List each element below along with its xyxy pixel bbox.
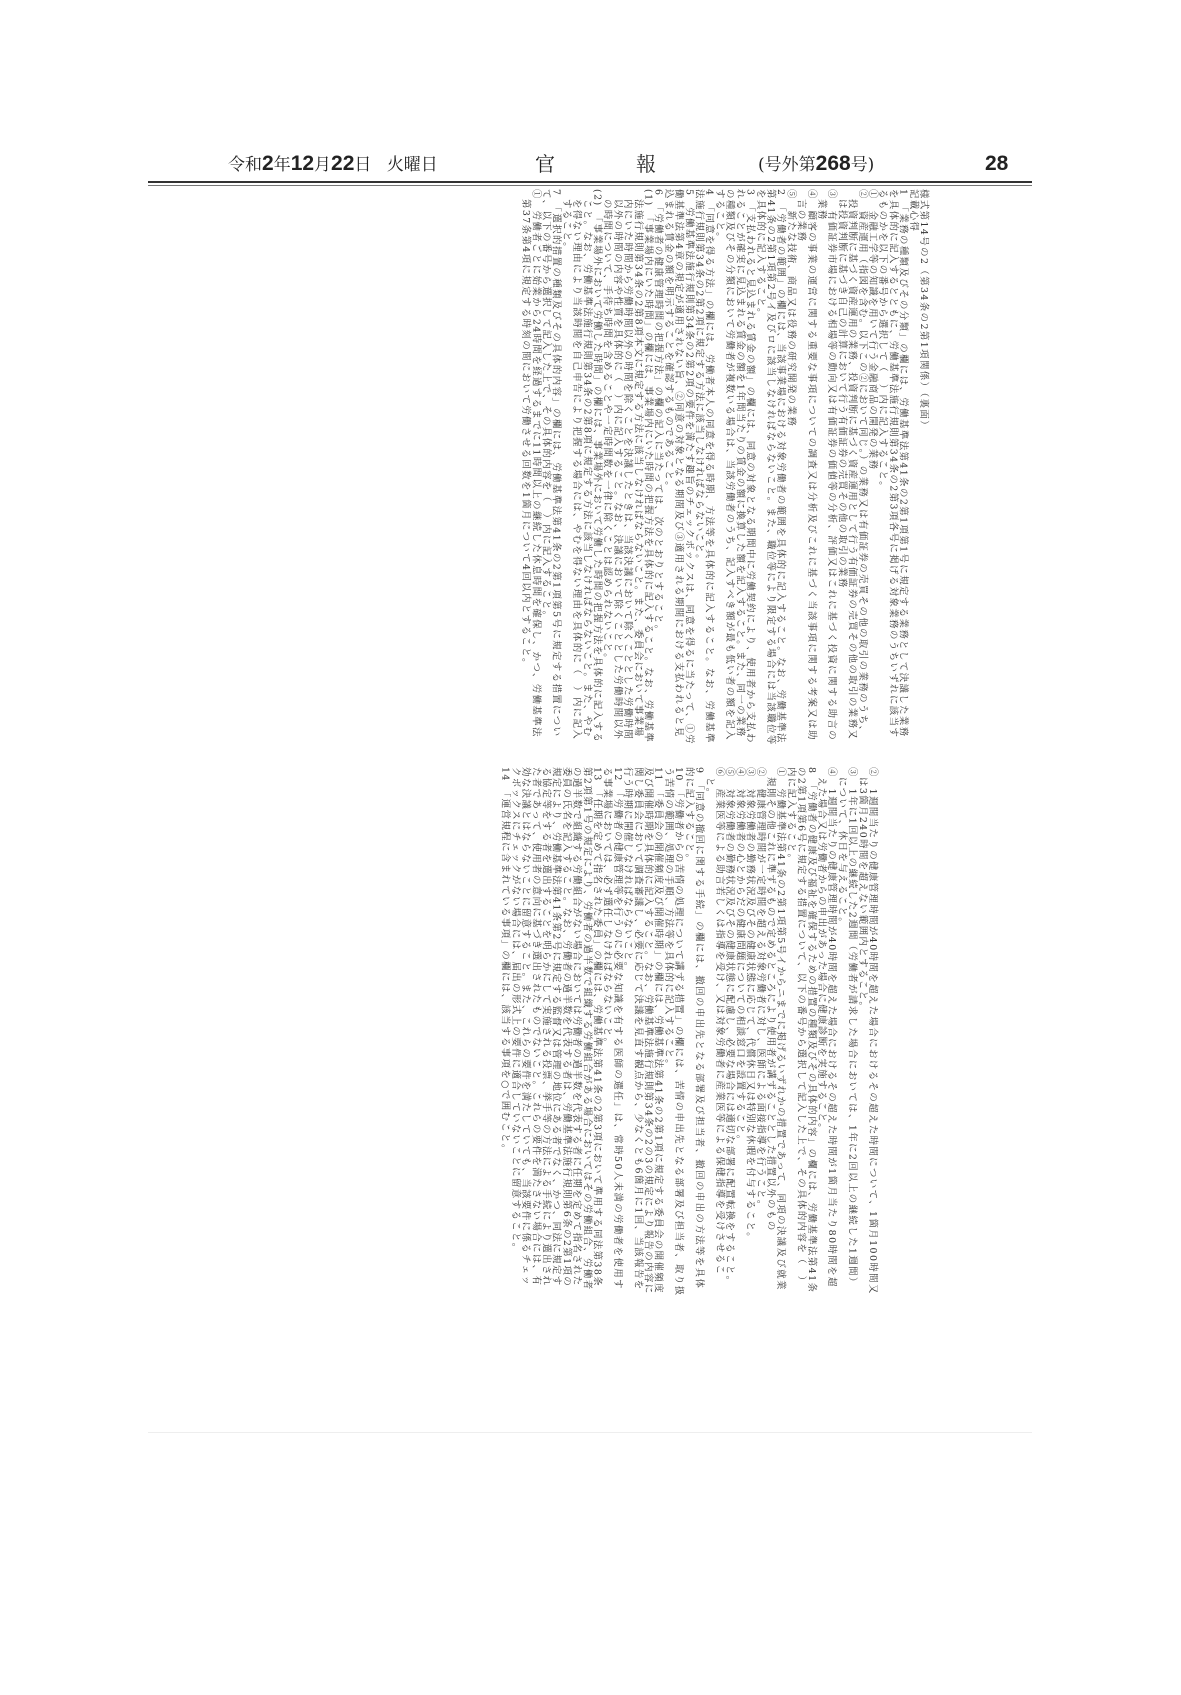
gazette-title-2: 報 [636,152,656,176]
note-item-number: ④ [805,189,817,200]
note-item-number: 13 [591,767,603,782]
note-item [836,189,867,746]
note-item-number: 3 [744,189,756,197]
note-item-text: 対象労働者の勤務状況及びその健康状態に配慮し、必要な場合には適切な部署に配置転換をすること。 [724,788,736,1287]
note-item-number: ② [867,767,878,778]
note-item-number: 14 [499,767,511,782]
note-item [663,767,683,1297]
note-item [795,189,815,746]
note-item-number: ③ [826,189,838,200]
note-item [602,189,653,746]
note-item-number: 6 [652,189,664,197]
note-item [561,189,602,746]
note-item-number: 10 [673,767,685,782]
note-item-number: 7 [550,189,562,197]
note-item-text: 労働基準法第41条の2第1項第5号イからニまでに掲げるいずれかの措置であって、同項の決議及び就業規則その他これに準ずるもので定めるところにより使用者が講ずることとした措置以外のもの [764,777,787,1291]
note-item-number: ④ [826,767,838,778]
page-number-text: 28 [985,152,1009,175]
note-item-text: 「同意を得る方法」の欄には、労働者本人の同意を得る時期、方法等を具体的に記入すること。なお、労働基準法施行規則第34条の2第2項に規定する方法に該当しなければならないこと。 [693,189,715,744]
note-item-number: 4 [703,189,715,197]
note-item [693,189,713,746]
note-item [816,767,836,1297]
note-item-text: 健康管理時間が一定時間を超える対象労働者に対し、医師による面接指導を行うこと。 [754,788,766,1211]
note-item [785,189,795,746]
date-month: 12 [290,152,315,175]
lower-text-block [264,767,877,1297]
note-item-number: ③ [846,767,858,778]
weekday: 火曜日 [386,155,438,175]
note-item-text: 「選択的措置の種類及びその具体的内容」の欄には、労働基準法第41条の2第1項第5号に規定する措置について、以下の番号から選択して記入した上で、その具体的内容を（ ）内に記入すること。 [540,189,562,738]
note-item-number: ② [754,767,766,778]
note-item-text: 資産運用（指図を含む。以下この②において同じ。）の業務又は有価証券の売買その他の取引の業務のうち、投資判断に基づく資産運用の業務、投資判断に基づく資産運用として行う有価証券の売買その他の取引の業務又は投資判断に基づき自己の計算において行う有価証券の売買その他の取引の業務 [836,199,868,741]
note-item-number: (1) [642,189,654,207]
note-item-text: 新たな技術、商品又は役務の研究開発の業務 [785,210,797,428]
note-item-text: 「労働者からの苦情の処理について講ずる措置」の欄には、苦情の申出先となる部署及び担当者、取り扱う苦情の範囲、処理の手順、方法等を具体的に記入すること。 [662,767,685,1297]
note-item-text: 1年に1回以上の継続した2週間（労働者が請求した場合においては、1年に2回以上の継続した1週間）について、休日を与えること。 [836,777,858,1288]
note-item-number: 1 [897,189,909,197]
note-item-number: 9 [693,767,705,775]
note-item-number: ③ [744,767,756,778]
note-item-text: 顧客の事業の運営に関する重要な事項についての調査又は分析及びこれに基づく当該事項に関する考案又は助言の業務 [795,199,817,741]
note-item-text: 「労働者の範囲」の欄には、当該事業場における対象労働者の範囲を具体的に記入すること。なお、労働基準法第41条の2第1項第2号イ及びロに該当しなければならないこと。また、職位等により限定する場合には当該職位等を具体的に記入すること。 [754,189,787,746]
note-item [765,767,785,1297]
note-item [755,767,765,1297]
note-item-text: 有価証券市場における相場等の動向又は有価証券の価値等の分析、評価又はこれに基づく投資に関する助言の業務 [815,199,838,742]
upper-text-block [248,189,928,746]
issue-number [758,150,874,178]
note-item [857,767,877,1297]
note-item-text: 「運営規程に含まれている事項」の欄には、該当する事項を○で囲むこと。 [499,792,511,1155]
note-item [714,189,755,746]
note-item-text: 「業務の種類及びその分類」の欄には、労働基準法第41条の2第1項第1号に規定する業務として決議した業務を具体的に記入するとともに、労働基準法施行規則第34条の2第3項各号に掲げる対象業務のうちいずれに該当するものかを以下の番号から選択して（ ）内に記入すること。 [877,189,909,739]
note-item [622,767,663,1297]
note-item-text: 「労働者の健康管理時間の把握方法」の欄の記入に当たっては、次のとおりとすること。 [652,207,664,636]
note-item-text: 1週間当たりの健康管理時間が40時間を超えた場合におけるその超えた時間が1箇月当たり80時間を超えた場合又は労働者からの申出があった場合に健康診断を実施すること。 [815,777,838,1288]
note-item [520,189,540,746]
form-title: 様式第14号の2（第34条の2第1項関係）（裏面） [918,189,929,432]
note-item-number: 12 [611,767,623,782]
note-item-text: 「委員会の開催頻度及び開催時期」の欄には、労働基準法第41条の2第1項に規定する委員会の開催頻度及び開催時期を具体的に記入すること。なお、労働基準法施行規則第34条の2の3の規定により報告の内容に関し委員会において調査審議し、必要に応じて決議を見直す観点から、少なくとも6箇月に1回、当該報告を行う時期に開催しなければならないこと。 [622,767,664,1295]
page-number [985,150,1008,178]
note-item-text: 対象労働者の勤務状況及びその健康状態に応じて、代償休日又は特別な休暇を付与すること。 [744,788,756,1244]
note-item-text: 「任期を定めて指名された委員」の欄には、労働基準法第41条の2第3項において準用する同法第38条第2項第1号の規定により、労働者の過半数で組織する労働組合がある場合においてはその労働組合、労働者の過半数で組織する労働組合がない場合においては労働者の過半数を代表する者に任期を定めて指名された委員の氏名を記入すること。なお、労働者の過半数を代表する者は、労働基準法施行規則第6条の2第1項の規定により、労働基準法第41条第2号に規定する監督又は管理の地位にある者でなく、かつ、同法に規定する協定等をする者を選出することを明らかにして実施される投票、挙手等の方法による手続により選出された者であって、使用者の意向に基づき選出されたものでないこと。これらの要件を満たさない場合には、有効な決議とはならないことに留意すること。また、これらの要件を満たしていても、当該要件に係るチェックボックスにチェックがない場合には、届出の形式上の要件に適合していないことに留意すること。 [509,767,603,1291]
note-item [785,767,816,1297]
bottom-rule [148,1432,1032,1433]
note-item [724,767,734,1297]
note-item-text: 「事業場外において労働した時間」の欄には、事業場外において労働した時間の把握方法を具体的に記入すること。なお、労働基準法施行規則第34条の2第8項に規定する方法に該当しなければならないこと。また、やむを得ない理由により当該時間を自己申告により把握する場合には、やむを得ない理由を具体的に（ ）内に記入すること。 [560,199,603,744]
note-item [744,767,754,1297]
note-item-text: 労働基準法施行規則第34条の2第2項の要件を満たす趣旨のチェックボックスは、同意を得るに当たって、①労働基準法第4章の規定が適用されない旨、②同意の対象となる期間及び③適用される期間における支払われると見込まれる賃金の額を明示することを確認するものであること。 [662,189,695,746]
header-date [228,150,438,178]
note-item-text: 金融工学等の知識を用いて行う金融商品の開発の業務 [866,210,878,471]
note-item-number: ④ [734,767,746,778]
note-item-text: 1週間当たりの健康管理時間が40時間を超えた場合におけるその超えた時間について、1箇月100時間又は3箇月240時間を超えない範囲内とすること。 [856,777,878,1295]
note-item [816,189,836,746]
note-item-number: ⑥ [713,767,725,778]
note-item [755,189,786,746]
note-item [653,189,663,746]
date-month-unit: 月 [314,155,332,175]
note-item [836,767,856,1297]
note-item-number: ① [775,767,787,778]
date-day: 22 [331,152,355,175]
note-item [510,767,602,1297]
note-item [602,767,622,1297]
note-item-text: 「労働者の健康及び福祉を確保するための措置の種類及びその具体的内容」の欄には、労働基準法第41条の2第1項第6号に規定する措置について、以下の番号から選択して記入した上で、その具体的内容を（ ）内に記入すること。 [785,767,817,1294]
note-item-number: ⑤ [724,767,736,778]
note-item [867,189,877,746]
note-item [683,767,703,1297]
section-heading: 記載心得 [907,189,919,233]
note-item-text: 「労働者の健康管理等を行うのに必要な知識を有する医師の選任」は、常時50人未満の労働者を使用する事業場においては、必ず選任しなければならないこと。 [601,767,623,1290]
note-item-number: ⑤ [785,189,797,200]
note-item-number: 11 [652,767,664,782]
note-item-text: 「同意の撤回に関する手続」の欄には、撤回の申出先となる部署及び担当者、撤回の申出の方法等を具体的に記入すること。 [683,767,705,1290]
issue-suffix: 号) [850,155,875,175]
header-rule [148,181,1032,186]
date-day-unit: 日 [354,155,372,175]
note-item-text: 産業医等による助言若しくは指導を受け、又は対象労働者に産業医等による保健指導を受けさせること。 [703,777,725,1276]
note-item-number: 2 [775,189,787,197]
date-year-unit: 年 [273,155,291,175]
note-item-text: 「支払われると見込まれる賃金の額」の欄には、同意の対象となる期間中に労働契約により、使用者から支払われることが確実に見込まれる賃金の額を1年間当たりの賃金の額に換算した額を記入すること。また、同一の業務の種類及びその分類において労働者が複数いる場合は、当該労働者のうち、記入すべき額が最も低い者の額を記入すること。 [713,189,756,744]
note-item [877,189,908,746]
note-item-text: 「事業場内にいた時間」の欄には、事業場内にいた時間の把握方法を具体的に記入すること。なお、労働基準法施行規則第34条の2第8項本文に規定する方法に該当しなければならないこと。また、委員会において事業場内にいた時間から労働時間以外の時間を除くことを決議したときは、当該決議において除くこととした労働時間以外の時間の内容や性質を具体的に（ ）内に記入すること。なお、決議において除くこととした労働時間以外の時間について、手待ち時間を含めることや一定時間数を一律に除くことは認められないこと。 [601,199,654,744]
note-item-number: (2) [591,189,603,207]
note-item-number: ② [856,189,868,200]
note-item-text: 対象労働者の心とからだの健康問題についての相談窓口を設置すること。 [734,788,746,1146]
note-item-text: 労働者ごとに始業から24時間を経過するまでに11時間以上の継続した休息時間を確保し、かつ、労働基準法第37条第4項に規定する時刻の間において労働させる回数を1箇月について4回以内とすること。 [520,199,542,738]
note-item-number: ① [530,189,542,200]
date-era: 令和 [228,155,262,175]
note-item-number: ① [866,189,878,200]
note-item-number: 5 [683,189,695,197]
gazette-title-1: 官 [535,152,555,176]
note-item [540,189,560,746]
note-item [499,767,509,1297]
issue-prefix: (号外第 [758,155,816,175]
issue-num: 268 [815,152,851,175]
note-item [704,767,724,1297]
note-item [734,767,744,1297]
note-item [663,189,694,746]
date-year: 2 [262,152,274,175]
note-item-number: 8 [805,767,817,775]
